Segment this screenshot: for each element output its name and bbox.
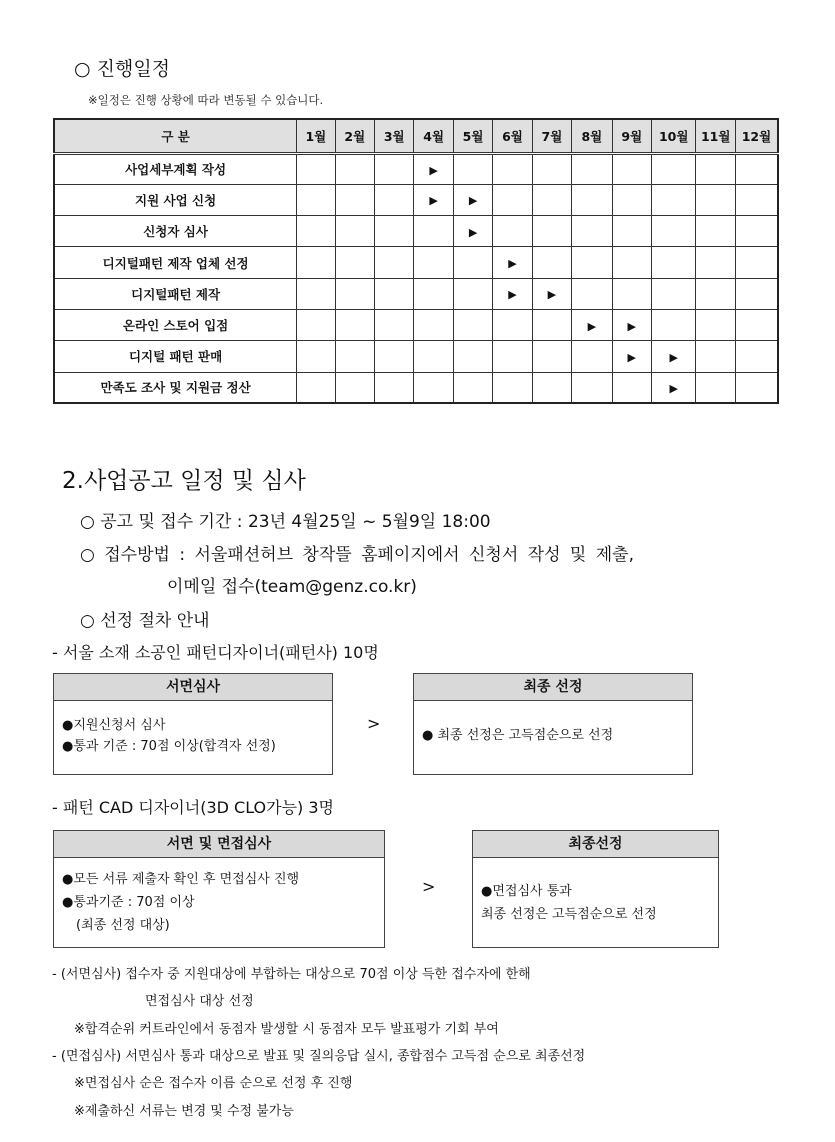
note-line: ※합격순위 커트라인에서 동점자 발생할 시 동점자 모두 발표평가 기회 부여 [74,1022,499,1037]
method-line-2: 이메일 접수(team@genz.co.kr) [167,577,417,597]
schedule-header-row [54,119,778,153]
month-cell [651,153,695,184]
month-cell [414,278,453,309]
note-line: ※면접심사 순은 접수자 이름 순으로 선정 후 진행 [74,1076,353,1091]
schedule-marker: ▶ [508,257,517,271]
month-cell [735,372,778,403]
schedule-marker: ▶ [547,288,557,302]
month-cell [612,278,651,309]
schedule-marker: ▶ [627,319,636,333]
month-cell [572,247,612,278]
month-cell [572,184,612,215]
month-cell [493,247,532,278]
schedule-row [54,309,778,340]
header-month: 1월 [297,119,335,153]
month-cell [612,247,651,278]
header-month: 2월 [335,119,374,153]
month-cell [453,184,492,215]
month-cell [572,309,612,340]
month-cell [572,153,612,184]
header-month: 10월 [651,119,695,153]
month-cell [532,372,571,403]
month-cell [696,153,735,184]
month-cell [335,278,374,309]
note-line: - (면접심사) 서면심사 통과 대상으로 발표 및 질의응답 실시, 종합점수 고득점 순으로 최종선정 [52,1049,586,1064]
task-label: 디지털 패턴 판매 [54,341,297,372]
g1-review-item: ●지원신청서 심사 [62,718,166,733]
note-line: - (서면심사) 접수자 중 지원대상에 부합하는 대상으로 70점 이상 득한 접수자에 한해 [52,967,531,982]
month-cell [572,278,612,309]
header-month: 12월 [735,119,778,153]
g2-review-box [53,830,385,948]
month-cell [297,309,335,340]
method-line-1: ○ 접수방법 : 서울패션허브 창작뜰 홈페이지에서 신청서 작성 및 제출, [80,545,634,565]
month-cell [572,216,612,247]
month-cell [453,247,492,278]
group1-label: - 서울 소재 소공인 패턴디자이너(패턴사) 10명 [52,643,379,662]
month-cell [414,247,453,278]
month-cell [532,278,571,309]
schedule-row [54,341,778,372]
month-cell [414,153,453,184]
task-label: 사업세부계획 작성 [54,153,297,184]
g1-final-title: 최종 선정 [414,674,692,701]
schedule-row [54,216,778,247]
month-cell [375,341,414,372]
task-label: 온라인 스토어 입점 [54,309,297,340]
month-cell [335,216,374,247]
month-cell [696,341,735,372]
month-cell [375,184,414,215]
flow-arrow: > [422,877,436,896]
schedule-marker: ▶ [627,350,636,364]
schedule-row [54,153,778,184]
month-cell [696,278,735,309]
month-cell [375,309,414,340]
month-cell [453,153,492,184]
g2-final-item: 최종 선정은 고득점순으로 선정 [481,907,657,922]
month-cell [453,278,492,309]
month-cell [696,372,735,403]
month-cell [735,247,778,278]
month-cell [651,278,695,309]
g2-review-title: 서면 및 면접심사 [54,831,384,858]
schedule-note: ※일정은 진행 상황에 따라 변동될 수 있습니다. [88,93,324,107]
header-month: 8월 [572,119,612,153]
month-cell [532,216,571,247]
month-cell [735,341,778,372]
month-cell [453,372,492,403]
period-line: ○ 공고 및 접수 기간 : 23년 4월25일 ~ 5월9일 18:00 [80,512,491,532]
schedule-marker: ▶ [468,194,478,208]
month-cell [651,216,695,247]
month-cell [572,341,612,372]
month-cell [375,153,414,184]
month-cell [375,247,414,278]
header-month: 4월 [414,119,453,153]
month-cell [335,247,374,278]
month-cell [414,216,453,247]
header-month: 6월 [493,119,532,153]
schedule-marker: ▶ [508,288,517,302]
month-cell [696,309,735,340]
g2-final-item: ●면접심사 통과 [481,884,572,899]
task-label: 신청자 심사 [54,216,297,247]
note-line: ※제출하신 서류는 변경 및 수정 불가능 [74,1104,294,1119]
schedule-row [54,247,778,278]
month-cell [651,184,695,215]
month-cell [651,247,695,278]
month-cell [297,184,335,215]
month-cell [297,372,335,403]
month-cell [414,309,453,340]
group2-label: - 패턴 CAD 디자이너(3D CLO가능) 3명 [52,798,335,817]
month-cell [297,341,335,372]
selection-line: ○ 선정 절차 안내 [80,611,210,631]
month-cell [297,216,335,247]
header-month: 5월 [453,119,492,153]
month-cell [532,341,571,372]
g1-review-item: ●통과 기준 : 70점 이상(합격자 선정) [62,739,276,754]
month-cell [453,216,492,247]
month-cell [375,278,414,309]
schedule-marker: ▶ [587,319,597,333]
g2-final-title: 최종선정 [473,831,718,858]
month-cell [651,372,695,403]
month-cell [651,341,695,372]
month-cell [612,341,651,372]
header-month: 7월 [532,119,571,153]
month-cell [532,309,571,340]
month-cell [493,309,532,340]
schedule-marker: ▶ [429,163,438,177]
note-line: 면접심사 대상 선정 [145,994,254,1009]
month-cell [375,216,414,247]
g1-review-box [53,673,333,775]
month-cell [612,309,651,340]
month-cell [335,184,374,215]
month-cell [297,247,335,278]
month-cell [696,247,735,278]
month-cell [335,153,374,184]
schedule-marker: ▶ [429,194,438,208]
month-cell [735,216,778,247]
task-label: 만족도 조사 및 지원금 정산 [54,372,297,403]
task-label: 지원 사업 신청 [54,184,297,215]
header-month: 3월 [375,119,414,153]
month-cell [414,184,453,215]
month-cell [493,278,532,309]
schedule-row [54,278,778,309]
month-cell [453,309,492,340]
task-label: 디지털패턴 제작 [54,278,297,309]
month-cell [414,372,453,403]
g1-final-item: ● 최종 선정은 고득점순으로 선정 [422,728,614,743]
g2-final-box [472,830,719,948]
month-cell [612,184,651,215]
month-cell [651,309,695,340]
schedule-table [53,118,779,404]
g1-final-box [413,673,693,775]
month-cell [493,341,532,372]
month-cell [493,216,532,247]
month-cell [696,216,735,247]
month-cell [335,309,374,340]
header-month: 9월 [612,119,651,153]
month-cell [453,341,492,372]
schedule-marker: ▶ [468,225,478,239]
task-label: 디지털패턴 제작 업체 선정 [54,247,297,278]
month-cell [297,153,335,184]
month-cell [735,309,778,340]
schedule-marker: ▶ [669,381,678,395]
month-cell [297,278,335,309]
section2-title: 2.사업공고 일정 및 심사 [62,468,306,494]
month-cell [735,184,778,215]
month-cell [612,153,651,184]
month-cell [414,341,453,372]
schedule-row [54,184,778,215]
month-cell [572,372,612,403]
month-cell [532,184,571,215]
month-cell [612,216,651,247]
month-cell [735,153,778,184]
header-category: 구 분 [54,119,297,153]
g2-review-item: ●통과기준 : 70점 이상 [62,895,195,910]
month-cell [532,153,571,184]
month-cell [696,184,735,215]
month-cell [335,372,374,403]
month-cell [493,372,532,403]
header-month: 11월 [696,119,735,153]
g2-review-item: (최종 선정 대상) [76,918,170,933]
month-cell [493,153,532,184]
schedule-row [54,372,778,403]
month-cell [493,184,532,215]
month-cell [375,372,414,403]
g2-review-item: ●모든 서류 제출자 확인 후 면접심사 진행 [62,872,300,887]
schedule-title: ○ 진행일정 [74,58,171,80]
month-cell [335,341,374,372]
month-cell [532,247,571,278]
flow-arrow: > [367,714,381,733]
schedule-marker: ▶ [669,350,678,364]
month-cell [735,278,778,309]
g1-review-title: 서면심사 [54,674,332,701]
month-cell [612,372,651,403]
